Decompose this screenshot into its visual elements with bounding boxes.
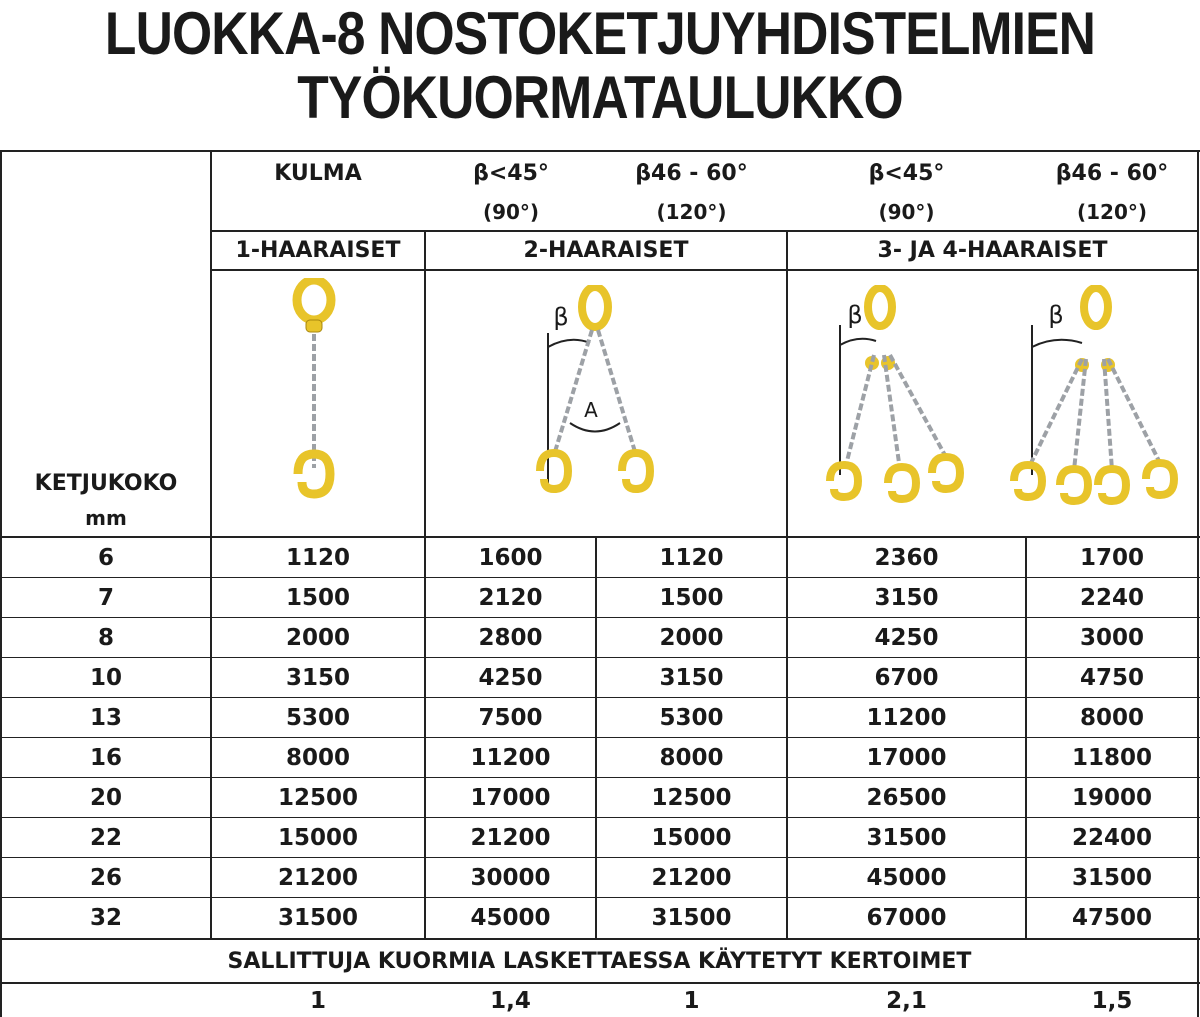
- load-1-leg-cell: 15000: [277, 825, 359, 851]
- load-2-leg-45-cell: 11200: [470, 745, 551, 771]
- load-1-leg-cell: 31500: [277, 905, 359, 931]
- load-1-leg-cell: 1500: [285, 585, 350, 611]
- load-1-leg-cell: 5300: [285, 705, 350, 731]
- load-2-leg-60-cell: 1500: [659, 585, 724, 611]
- load-34-leg-45-cell: 11200: [866, 705, 947, 731]
- chain-size-cell: 8: [97, 625, 114, 651]
- load-34-leg-60-cell: 19000: [1071, 785, 1153, 811]
- factor-2-leg-60: 1: [683, 987, 700, 1014]
- load-34-leg-60-cell: 1700: [1079, 545, 1144, 571]
- load-2-leg-60-cell: 31500: [651, 905, 732, 931]
- load-2-leg-60-cell: 12500: [651, 785, 732, 811]
- chain-size-cell: 10: [89, 665, 122, 691]
- angle-sub-34leg-45: (90°): [878, 200, 935, 224]
- chain-size-unit: mm: [85, 506, 127, 530]
- load-2-leg-45-cell: 30000: [470, 865, 551, 891]
- load-1-leg-cell: 8000: [285, 745, 350, 771]
- load-34-leg-45-cell: 17000: [866, 745, 947, 771]
- load-2-leg-60-cell: 3150: [659, 665, 724, 691]
- load-34-leg-60-cell: 4750: [1079, 665, 1144, 691]
- four-leg-sling-illustration: [1008, 285, 1188, 515]
- load-2-leg-45-cell: 17000: [470, 785, 551, 811]
- page-title-line-2: TYÖKUORMATAULUKKO: [297, 64, 903, 131]
- load-34-leg-45-cell: 2360: [874, 545, 939, 571]
- load-1-leg-cell: 12500: [277, 785, 359, 811]
- angle-label-34leg-45: β<45°: [868, 160, 945, 186]
- load-34-leg-60-cell: 2240: [1079, 585, 1144, 611]
- load-2-leg-45-cell: 21200: [470, 825, 551, 851]
- angle-label-2leg-45: β<45°: [473, 160, 549, 186]
- chain-size-cell: 16: [89, 745, 122, 771]
- angle-sub-2leg-60: (120°): [656, 200, 727, 224]
- single-leg-sling-illustration: [262, 278, 372, 528]
- load-2-leg-45-cell: 7500: [478, 705, 543, 731]
- group-2-leg: 2-HAARAISET: [523, 238, 689, 263]
- factors-note: SALLITTUJA KUORMIA LASKETTAESSA KÄYTETYT KERTOIMET: [227, 948, 972, 974]
- chain-size-cell: 32: [89, 905, 122, 931]
- load-34-leg-60-cell: 31500: [1071, 865, 1153, 891]
- load-2-leg-60-cell: 1120: [659, 545, 724, 571]
- chain-size-cell: 13: [89, 705, 122, 731]
- load-34-leg-60-cell: 47500: [1071, 905, 1153, 931]
- factor-1-leg: 1: [309, 987, 326, 1014]
- page-title-line-1: LUOKKA-8 NOSTOKETJUYHDISTELMIEN: [104, 0, 1096, 67]
- load-2-leg-60-cell: 2000: [659, 625, 724, 651]
- factor-34-leg-45: 2,1: [886, 987, 927, 1014]
- load-34-leg-60-cell: 8000: [1079, 705, 1144, 731]
- load-34-leg-45-cell: 4250: [874, 625, 939, 651]
- load-34-leg-45-cell: 6700: [874, 665, 939, 691]
- chain-size-cell: 26: [89, 865, 122, 891]
- load-2-leg-45-cell: 1600: [478, 545, 543, 571]
- load-1-leg-cell: 3150: [285, 665, 350, 691]
- load-2-leg-60-cell: 8000: [659, 745, 724, 771]
- load-2-leg-60-cell: 21200: [651, 865, 732, 891]
- group-3-4-leg: 3- JA 4-HAARAISET: [877, 238, 1108, 263]
- angle-label-2leg-60: β46 - 60°: [635, 160, 748, 186]
- angle-sub-34leg-60: (120°): [1076, 200, 1148, 224]
- load-34-leg-45-cell: 3150: [874, 585, 939, 611]
- load-34-leg-45-cell: 67000: [866, 905, 947, 931]
- load-2-leg-45-cell: 2120: [478, 585, 543, 611]
- beta-label-3leg: β: [847, 301, 863, 329]
- factor-34-leg-60: 1,5: [1091, 987, 1133, 1014]
- chain-size-cell: 22: [89, 825, 122, 851]
- chain-size-cell: 7: [97, 585, 114, 611]
- load-34-leg-45-cell: 26500: [866, 785, 947, 811]
- load-34-leg-60-cell: 22400: [1071, 825, 1153, 851]
- table-top-border: [0, 150, 1200, 152]
- load-34-leg-60-cell: 3000: [1079, 625, 1144, 651]
- load-2-leg-60-cell: 15000: [651, 825, 732, 851]
- load-2-leg-45-cell: 45000: [470, 905, 551, 931]
- load-1-leg-cell: 21200: [277, 865, 359, 891]
- beta-label-2leg: β: [553, 303, 569, 331]
- load-2-leg-45-cell: 4250: [478, 665, 543, 691]
- load-34-leg-45-cell: 31500: [866, 825, 947, 851]
- chain-size-cell: 6: [97, 545, 114, 571]
- beta-label-4leg: β: [1048, 301, 1064, 329]
- angle-sub-2leg-45: (90°): [482, 200, 540, 224]
- table-right-border: [1197, 150, 1199, 1017]
- factor-2-leg-45: 1,4: [490, 987, 531, 1014]
- load-1-leg-cell: 2000: [285, 625, 350, 651]
- group-row-divider: [210, 269, 1198, 271]
- angle-header: KULMA: [274, 160, 362, 186]
- angle-label-34leg-60: β46 - 60°: [1055, 160, 1169, 186]
- load-34-leg-45-cell: 45000: [866, 865, 947, 891]
- load-2-leg-45-cell: 2800: [478, 625, 543, 651]
- chain-size-cell: 20: [89, 785, 122, 811]
- load-1-leg-cell: 1120: [285, 545, 350, 571]
- angle-a-label: A: [584, 398, 598, 422]
- load-2-leg-60-cell: 5300: [659, 705, 724, 731]
- load-34-leg-60-cell: 11800: [1071, 745, 1153, 771]
- group-1-leg: 1-HAARAISET: [235, 238, 401, 263]
- chain-size-header: KETJUKOKO: [34, 470, 178, 496]
